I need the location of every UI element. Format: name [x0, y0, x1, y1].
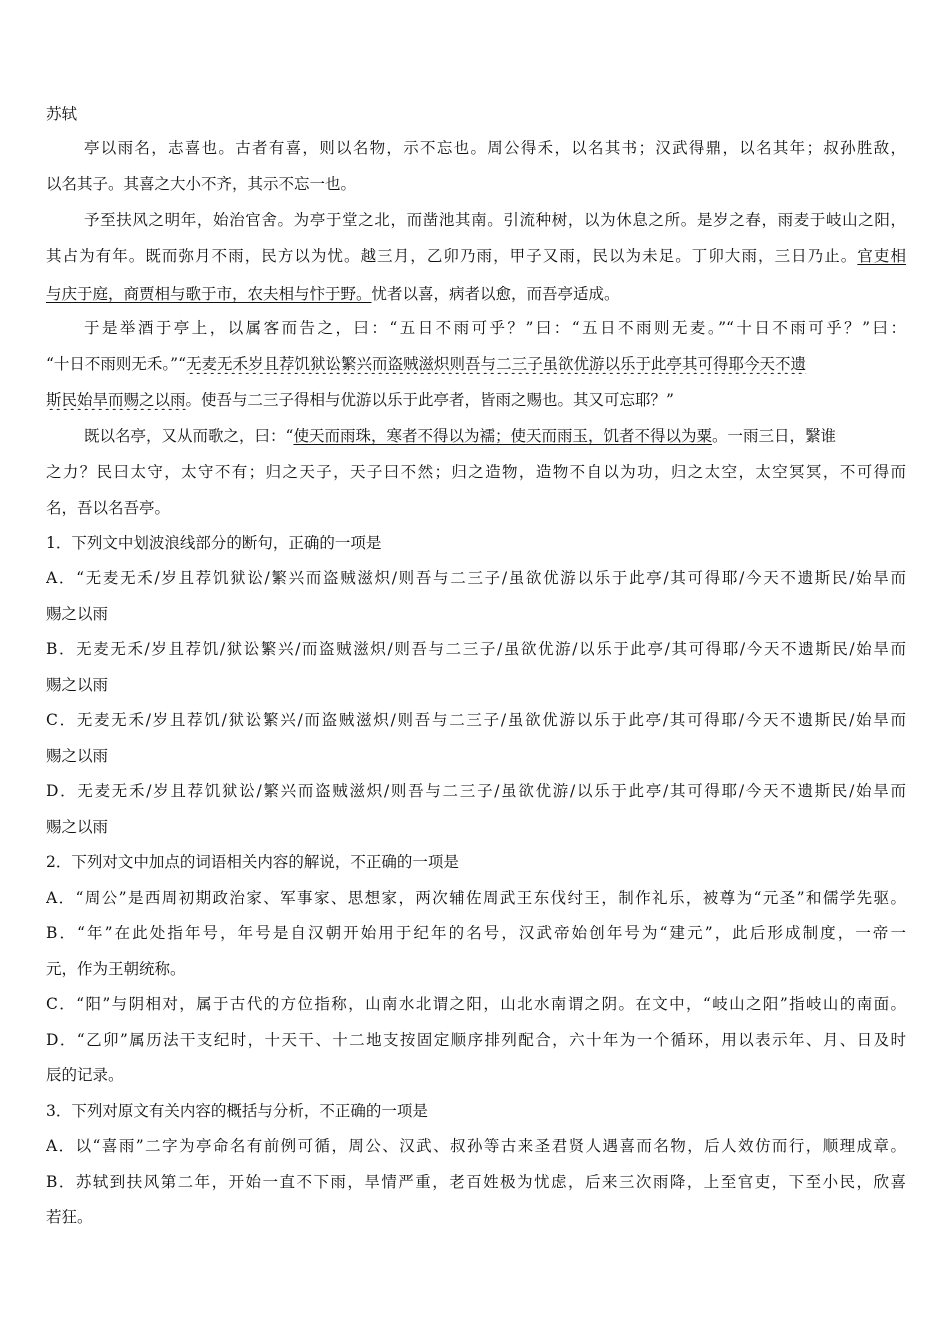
question-2-option-d-cont: 辰的记录。 — [46, 1066, 124, 1084]
passage-text: 忧者以喜，病者以愈，而吾亭适成。 — [371, 285, 620, 303]
question-3-option-b: B．苏轼到扶风第二年，开始一直不下雨，旱情严重，老百姓极为忧虑，后来三次雨降，上至官吏，下至小民，欣喜 — [46, 1173, 906, 1191]
passage-text: 其占为有年。既而弥月不雨，民方以为忧。越三月，乙卯乃雨，甲子又雨，民以为未足。丁卯大雨，三日乃止。 — [46, 247, 858, 265]
wavy-underlined-text: 斯民始旱而赐之以雨 — [46, 391, 186, 409]
question-1-option-a-cont: 赐之以雨 — [46, 605, 109, 623]
passage-p3-line2 — [46, 352, 906, 374]
passage-p1-line2: 以名其子。其喜之大小不齐，其示不忘一也。 — [46, 175, 357, 193]
question-3-option-a: A．以“喜雨”二字为亭命名有前例可循，周公、汉武、叔孙等古来圣君贤人遇喜而名物，后人效仿而行，顺理成章。 — [46, 1137, 906, 1155]
question-1-option-d: D．无麦无禾/岁且荐饥狱讼/繁兴而盗贼滋炽/则吾与二三子/虽欲优游/以乐于此亭/其可得耶/今天不遗斯民/始旱而 — [46, 782, 906, 800]
question-2-option-a: A．“周公”是西周初期政治家、军事家、思想家，两次辅佐周武王东伐纣王，制作礼乐，被尊为“元圣”和儒学先驱。 — [46, 889, 906, 907]
question-1-option-d-cont: 赐之以雨 — [46, 818, 109, 836]
underlined-text: 官吏相 — [857, 247, 906, 265]
question-3-stem: 3．下列对原文有关内容的概括与分析，不正确的一项是 — [46, 1102, 428, 1120]
question-2-option-d: D．“乙卯”属历法干支纪时，十天干、十二地支按固定顺序排列配合，六十年为一个循环，用以表示年、月、日及时 — [46, 1031, 906, 1049]
wavy-underlined-text: 无麦无禾岁且荐饥狱讼繁兴而盗贼滋炽则吾与二三子虽欲优游以乐于此亭其可得耶今天不遗 — [186, 355, 807, 373]
question-1-stem: 1．下列文中划波浪线部分的断句，正确的一项是 — [46, 534, 382, 552]
question-2-option-b-cont: 元，作为王朝统称。 — [46, 960, 186, 978]
question-1-option-c: C．无麦无禾/岁且荐饥/狱讼繁兴/而盗贼滋炽/则吾与二三子/虽欲优游以乐于此亭/其可得耶/今天不遗斯民/始旱而 — [46, 711, 906, 729]
question-1-option-a: A．“无麦无禾/岁且荐饥狱讼/繁兴而盗贼滋炽/则吾与二三子/虽欲优游以乐于此亭/其可得耶/今天不遗斯民/始旱而 — [46, 569, 906, 587]
question-1-option-b-cont: 赐之以雨 — [46, 676, 109, 694]
passage-p1-line1: 亭以雨名，志喜也。古者有喜，则以名物，示不忘也。周公得禾，以名其书；汉武得鼎，以名其年；叔孙胜敌， — [84, 139, 906, 157]
passage-text: 。一雨三日，繄谁 — [711, 427, 836, 445]
passage-p2-line1: 予至扶风之明年，始治官舍。为亭于堂之北，而凿池其南。引流种树，以为休息之所。是岁之春，雨麦于岐山之阳， — [84, 211, 906, 229]
question-2-option-b: B．“年”在此处指年号，年号是自汉朝开始用于纪年的名号，汉武帝始创年号为“建元”，此后形成制度，一帝一 — [46, 924, 906, 942]
passage-p4-line3: 名，吾以名吾亭。 — [46, 499, 171, 517]
passage-p2-line3 — [46, 282, 906, 304]
underlined-text: 与庆于庭，商贾相与歌于市，农夫相与忭于野。 — [46, 285, 372, 303]
question-1-option-c-cont: 赐之以雨 — [46, 747, 109, 765]
passage-p3-line3 — [46, 388, 906, 410]
question-3-option-b-cont: 若狂。 — [46, 1208, 93, 1226]
author-name: 苏轼 — [46, 105, 78, 123]
question-2-stem: 2．下列对文中加点的词语相关内容的解说，不正确的一项是 — [46, 853, 459, 871]
question-1-option-b: B．无麦无禾/岁且荐饥/狱讼繁兴/而盗贼滋炽/则吾与二三子/虽欲优游/以乐于此亭/其可得耶/今天不遗斯民/始旱而 — [46, 640, 906, 658]
passage-p2-line2 — [46, 244, 906, 266]
passage-p4-line2: 之力？民曰太守，太守不有；归之天子，天子曰不然；归之造物，造物不自以为功，归之太空，太空冥冥，不可得而 — [46, 463, 906, 481]
question-2-option-c: C．“阳”与阴相对，属于古代的方位指称，山南水北谓之阳，山北水南谓之阴。在文中，“岐山之阳”指岐山的南面。 — [46, 995, 906, 1013]
passage-text: 既以名亭，又从而歌之，曰：“ — [84, 427, 294, 445]
passage-text: “十日不雨则无禾。”“ — [46, 355, 187, 373]
passage-text: 。使吾与二三子得相与优游以乐于此亭者，皆雨之赐也。其又可忘耶？” — [185, 391, 674, 409]
passage-p4-line1 — [84, 424, 906, 446]
underlined-text: 使天而雨珠，寒者不得以为襦；使天而雨玉，饥者不得以为粟 — [293, 427, 712, 445]
passage-p3-line1: 于是举酒于亭上，以属客而告之，曰：“五日不雨可乎？”曰：“五日不雨则无麦。”“十日不雨可乎？”曰： — [84, 319, 906, 337]
